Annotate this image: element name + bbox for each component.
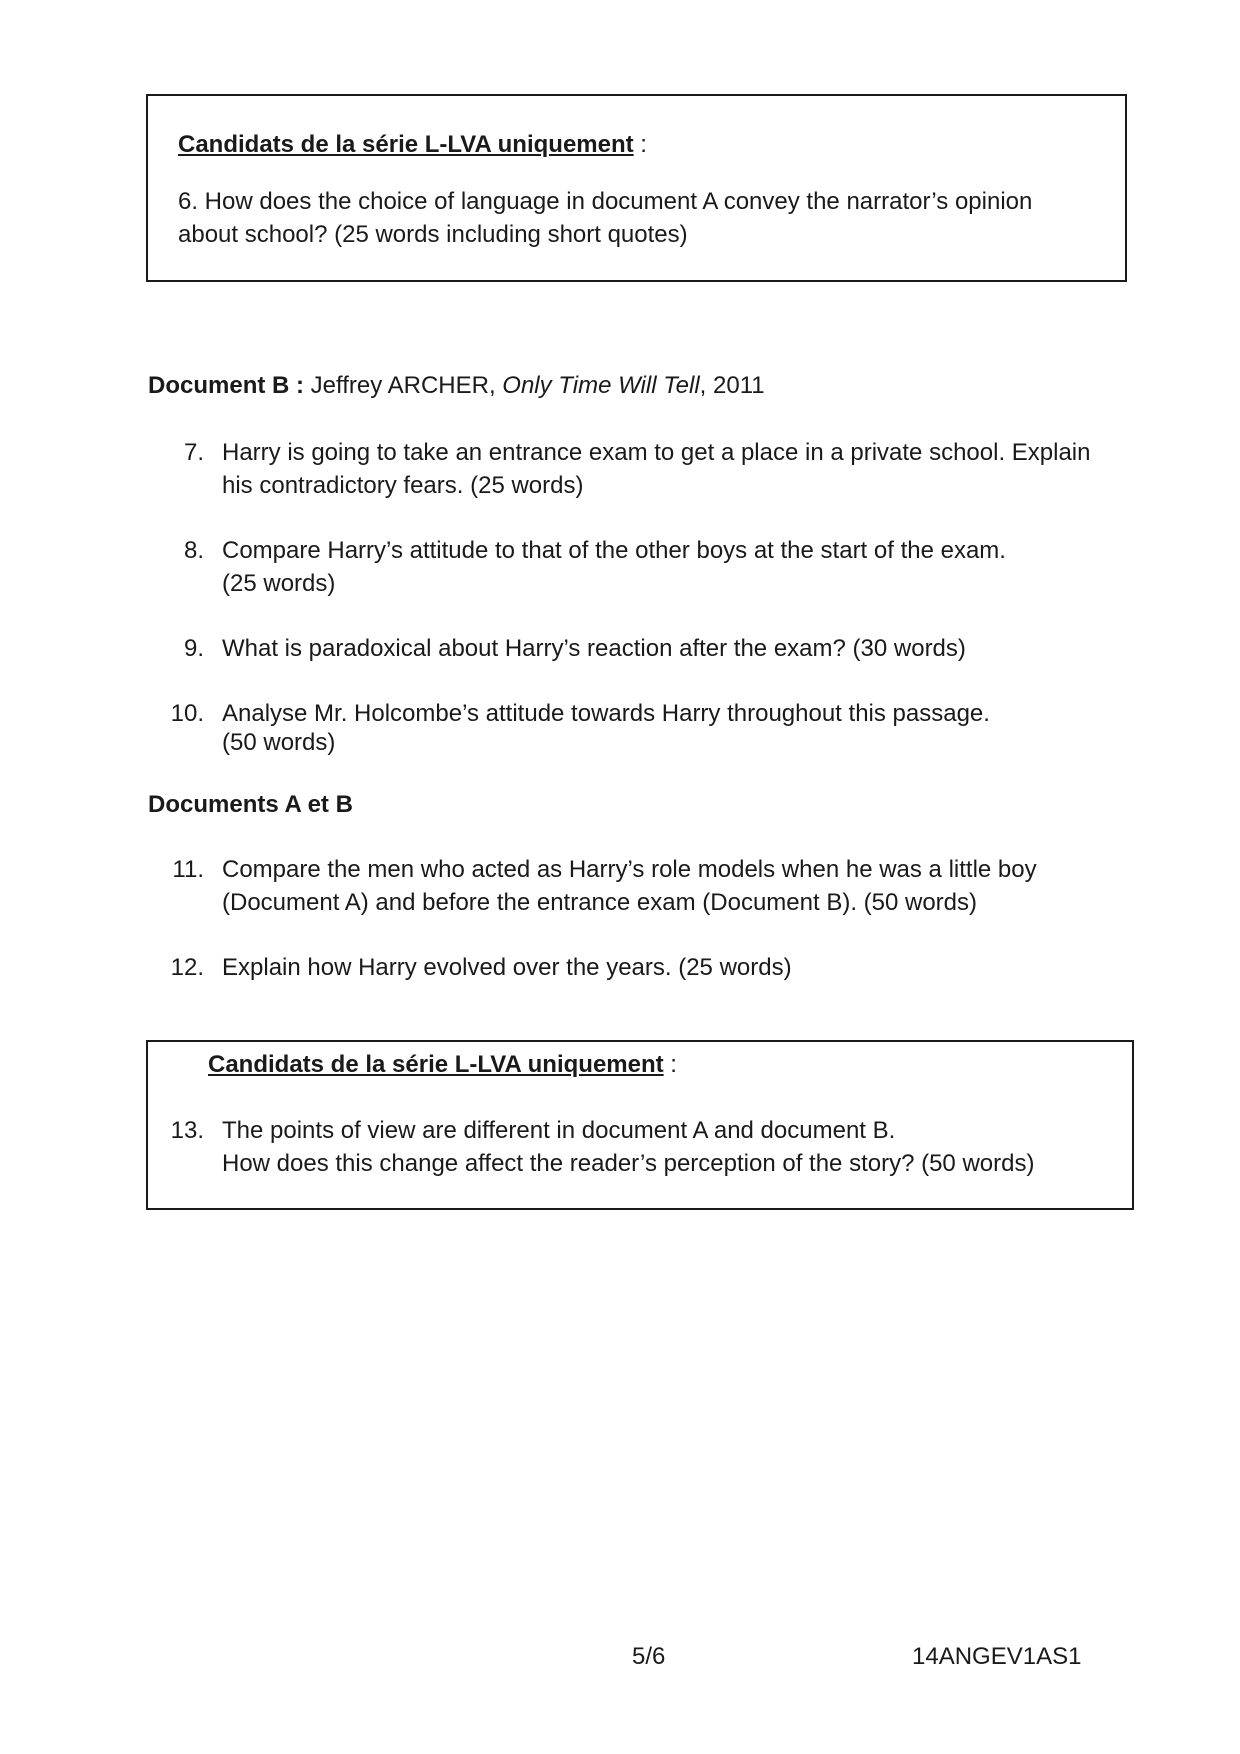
question-8-line-1: Compare Harry’s attitude to that of the other boys at the start of the exam. — [222, 537, 1006, 564]
lva-box-1-heading — [178, 128, 647, 161]
question-12-number: 12. — [170, 954, 204, 981]
question-13-line-1: The points of view are different in document A and document B. — [222, 1117, 896, 1144]
question-10-number: 10. — [170, 700, 204, 727]
lva-box-2-heading-suffix: : — [663, 1051, 677, 1078]
lva-box-1-heading-text: Candidats de la série L-LVA uniquement — [178, 131, 634, 158]
documents-a-b-heading: Documents A et B — [148, 791, 353, 818]
document-b-author: Jeffrey ARCHER, — [304, 372, 503, 399]
document-b-heading — [148, 369, 765, 402]
question-10-line-2: (50 words) — [222, 729, 336, 756]
question-6-line-1: 6. How does the choice of language in document A convey the narrator’s opinion — [178, 188, 1033, 215]
question-12-line-1: Explain how Harry evolved over the years. (25 words) — [222, 954, 792, 981]
page-number: 5/6 — [632, 1643, 666, 1670]
question-11-line-1: Compare the men who acted as Harry’s role models when he was a little boy — [222, 856, 1037, 883]
lva-box-2-heading-text: Candidats de la série L-LVA uniquement — [208, 1051, 664, 1078]
question-10-line-1: Analyse Mr. Holcombe’s attitude towards Harry throughout this passage. — [222, 700, 990, 727]
question-8-number: 8. — [183, 537, 204, 564]
lva-box-1-heading-suffix: : — [633, 131, 647, 158]
question-11-number: 11. — [172, 856, 204, 883]
question-7-line-1: Harry is going to take an entrance exam to get a place in a private school. Explain — [222, 439, 1091, 466]
question-13-number: 13. — [170, 1117, 204, 1144]
question-7-line-2: his contradictory fears. (25 words) — [222, 472, 584, 499]
lva-box-2-heading — [208, 1048, 677, 1081]
question-11-line-2: (Document A) and before the entrance exam (Document B). (50 words) — [222, 889, 978, 916]
question-13-line-2: How does this change affect the reader’s perception of the story? (50 words) — [222, 1150, 1035, 1177]
document-b-label: Document B : — [148, 372, 304, 399]
document-b-year: , 2011 — [699, 372, 765, 399]
question-8-line-2: (25 words) — [222, 570, 336, 597]
question-9-number: 9. — [183, 635, 204, 662]
document-code: 14ANGEV1AS1 — [912, 1643, 1082, 1670]
question-7-number: 7. — [183, 439, 204, 466]
question-6-line-2: about school? (25 words including short quotes) — [178, 221, 688, 248]
document-b-title: Only Time Will Tell — [502, 372, 700, 399]
question-9-line-1: What is paradoxical about Harry’s reaction after the exam? (30 words) — [222, 635, 966, 662]
